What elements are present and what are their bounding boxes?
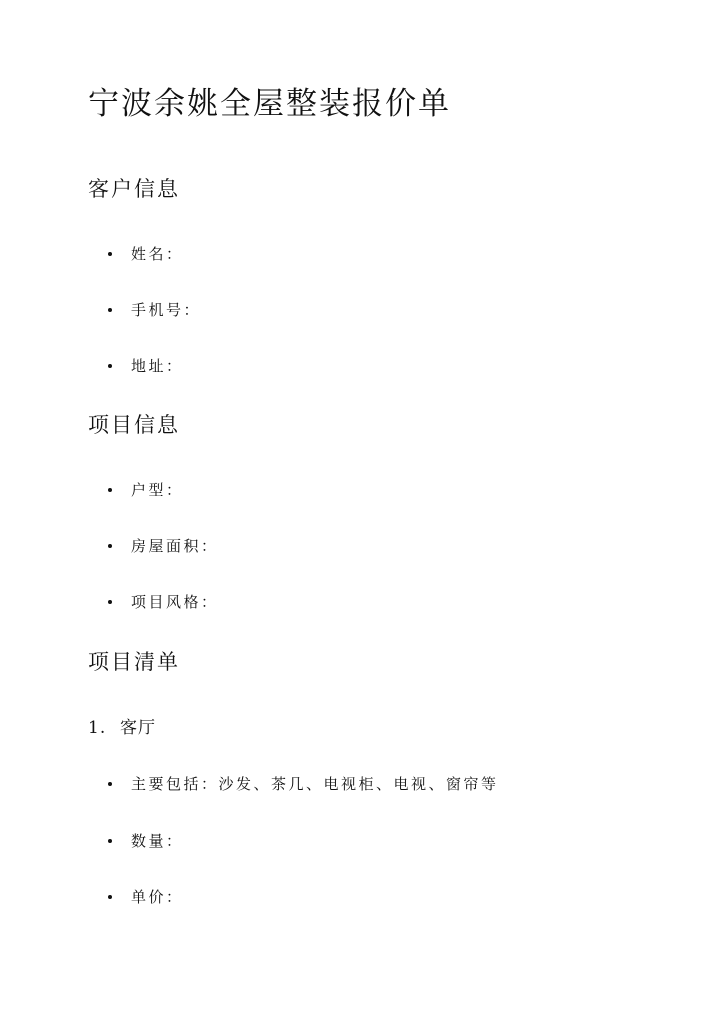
project-style-item <box>108 591 219 613</box>
project-style-label: 项目风格： <box>131 593 219 611</box>
house-area-label: 房屋面积： <box>131 537 219 555</box>
living-room-quantity-item <box>108 830 184 852</box>
customer-info-heading: 客户信息 <box>88 177 180 201</box>
living-room-heading <box>88 716 156 740</box>
living-room-unit-price-label: 单价： <box>131 888 184 906</box>
bullet-icon <box>108 308 112 312</box>
living-room-unit-price-item <box>108 886 184 908</box>
house-area-item <box>108 535 219 557</box>
bullet-icon <box>108 600 112 604</box>
customer-address-item <box>108 355 184 377</box>
living-room-contents-item <box>108 773 499 795</box>
bullet-icon <box>108 252 112 256</box>
customer-name-label: 姓名： <box>131 245 184 263</box>
bullet-icon <box>108 488 112 492</box>
document-title: 宁波余姚全屋整装报价单 <box>88 86 451 122</box>
customer-address-label: 地址： <box>131 357 184 375</box>
bullet-icon <box>108 544 112 548</box>
project-list-heading: 项目清单 <box>88 650 180 674</box>
house-type-label: 户型： <box>131 481 184 499</box>
customer-phone-item <box>108 299 201 321</box>
living-room-name: 客厅 <box>120 718 156 738</box>
living-room-number: 1. <box>88 718 107 738</box>
living-room-contents-label: 主要包括：沙发、茶几、电视柜、电视、窗帘等 <box>131 775 499 793</box>
bullet-icon <box>108 782 112 786</box>
house-type-item <box>108 479 184 501</box>
bullet-icon <box>108 364 112 368</box>
bullet-icon <box>108 895 112 899</box>
bullet-icon <box>108 839 112 843</box>
project-info-heading: 项目信息 <box>88 413 180 437</box>
customer-phone-label: 手机号： <box>131 301 202 319</box>
living-room-quantity-label: 数量： <box>131 832 184 850</box>
customer-name-item <box>108 243 184 265</box>
